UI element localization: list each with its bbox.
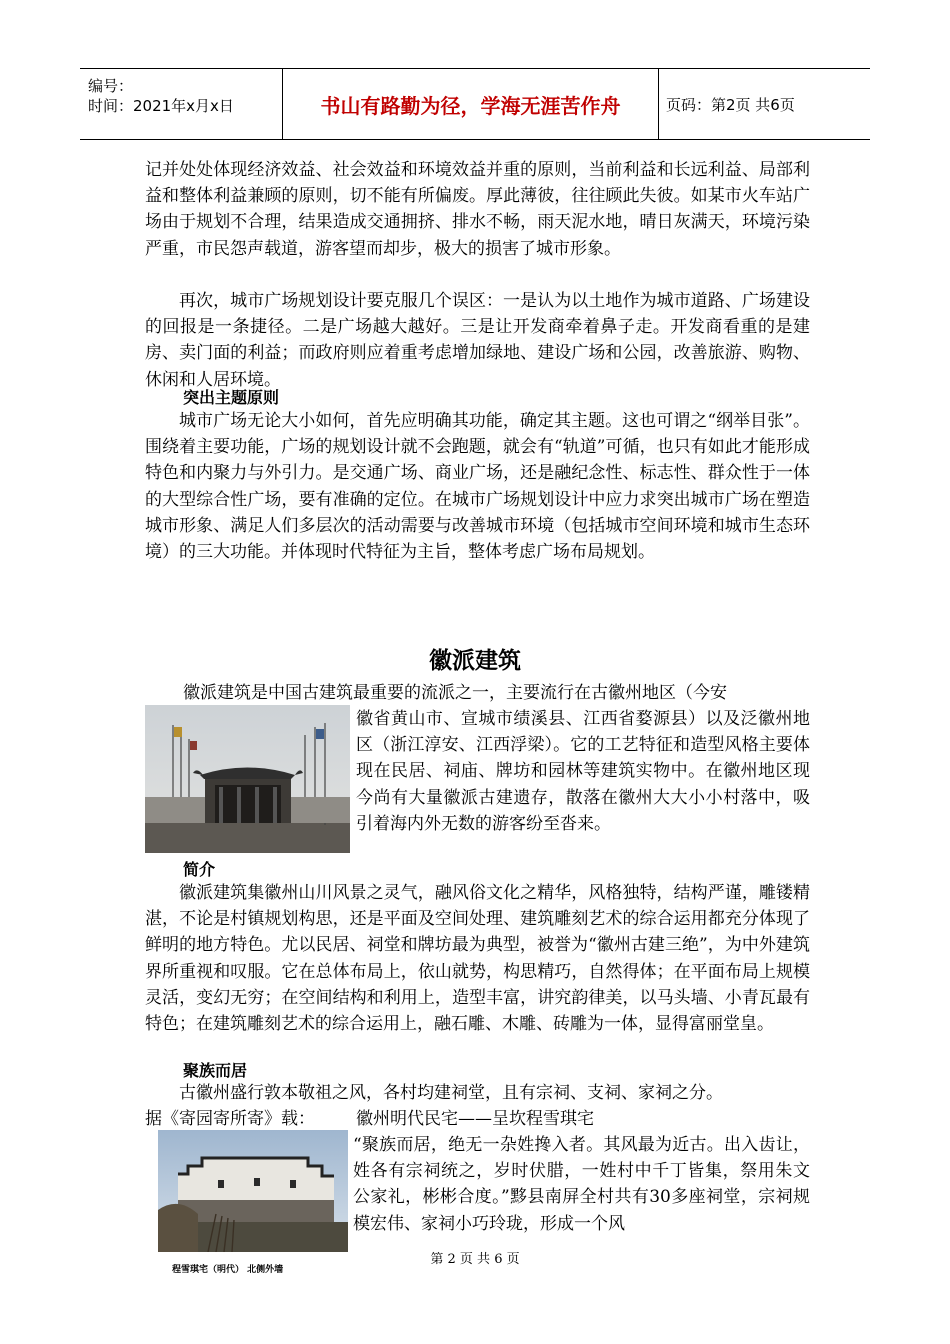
photo2-caption: 程雪琪宅（明代） 北侧外墙 [172, 1265, 284, 1275]
page-header [80, 68, 870, 140]
paragraph-4: 徽派建筑集徽州山川风景之灵气，融风俗文化之精华，风格独特，结构严谨，雕镂精湛，不论是村镇规划构思，还是平面及空间处理、建筑雕刻艺术的综合运用都充分体现了鲜明的地方特色。尤以民居、祠堂和牌坊最为典型，被誉为“徽州古建三绝”，为中外建筑界所重视和叹服。它在总体布局上，依山就势，构思精巧，自然得体；在平面布局上规模灵活，变幻无穷；在空间结构和利用上，造型丰富，讲究韵律美，以马头墙、小青瓦最有特色；在建筑雕刻艺术的综合运用上，融石雕、木雕、砖雕为一体，显得富丽堂皇。 [145, 883, 810, 1035]
intro-first-line: 徽派建筑是中国古建筑最重要的流派之一，主要流行在古徽州地区（今安 [183, 683, 727, 703]
section-heading-theme: 突出主题原则 [183, 388, 280, 407]
paragraph-6-lead: 据《寄园寄所寄》载： [145, 1109, 315, 1129]
photo2-title: 徽州明代民宅——呈坎程雪琪宅 [356, 1109, 594, 1129]
header-page-info: 页码：第2页 共6页 [666, 95, 795, 114]
section-heading-clan: 聚族而居 [183, 1061, 248, 1080]
intro-paragraph: 徽省黄山市、宣城市绩溪县、江西省婺源县）以及泛徽州地区（浙江淳安、江西浮梁）。它的工艺特征和造型风格主要体现在民居、祠庙、牌坊和园林等建筑实物中。在徽州地区现今尚有大量徽派古建遗存，散落在徽州大大小小村落中，吸引着海内外无数的游客纷至沓来。 [356, 709, 810, 834]
paragraph-6: “聚族而居，绝无一杂姓搀入者。其风最为近古。出入齿让，姓各有宗祠统之，岁时伏腊，一姓村中千丁皆集，祭用朱文公家礼，彬彬合度。”黟县南屏全村共有30多座祠堂，宗祠规模宏伟、家祠小巧玲珑，形成一个风 [353, 1135, 810, 1234]
time-label: 时间：2021年x月x日 [88, 97, 234, 115]
page-footer: 第 2 页 共 6 页 [430, 1252, 520, 1267]
section-title: 徽派建筑 [429, 648, 521, 674]
header-motto: 书山有路勤为径，学海无涯苦作舟 [283, 69, 659, 139]
paragraph-2: 再次，城市广场规划设计要克服几个误区：一是认为以土地作为城市道路、广场建设的回报是一条捷径。二是广场越大越好。三是让开发商牵着鼻子走。开发商看重的是建房、卖门面的利益；而政府则应着重考虑增加绿地、建设广场和公园，改善旅游、购物、休闲和人居环境。 [145, 291, 810, 390]
header-meta-cell [80, 69, 283, 139]
number-label: 编号： [88, 77, 134, 95]
paragraph-1: 记并处处体现经济效益、社会效益和环境效益并重的原则，当前利益和长远利益、局部利益和整体利益兼顾的原则，切不能有所偏废。厚此薄彼，往往顾此失彼。如某市火车站广场由于规划不合理，结果造成交通拥挤、排水不畅，雨天泥水地，晴日灰满天，环境污染严重，市民怨声载道，游客望而却步，极大的损害了城市形象。 [145, 160, 810, 259]
ancestral-hall-photo [145, 705, 350, 853]
paragraph-3: 城市广场无论大小如何，首先应明确其功能，确定其主题。这也可谓之“纲举目张”。围绕着主要功能，广场的规划设计就不会跑题，就会有“轨道”可循，也只有如此才能形成特色和内聚力与外引力。是交通广场、商业广场，还是融纪念性、标志性、群众性于一体的大型综合性广场，要有准确的定位。在城市广场规划设计中应力求突出城市广场在塑造城市形象、满足人们多层次的活动需要与改善城市环境（包括城市空间环境和城市生态环境）的三大功能。并体现时代特征为主旨，整体考虑广场布局规划。 [145, 411, 810, 563]
section-heading-intro: 简介 [183, 860, 216, 879]
paragraph-5: 古徽州盛行敦本敬祖之风，各村均建祠堂，且有宗祠、支祠、家祠之分。 [179, 1083, 723, 1103]
ming-residence-photo [158, 1130, 348, 1252]
